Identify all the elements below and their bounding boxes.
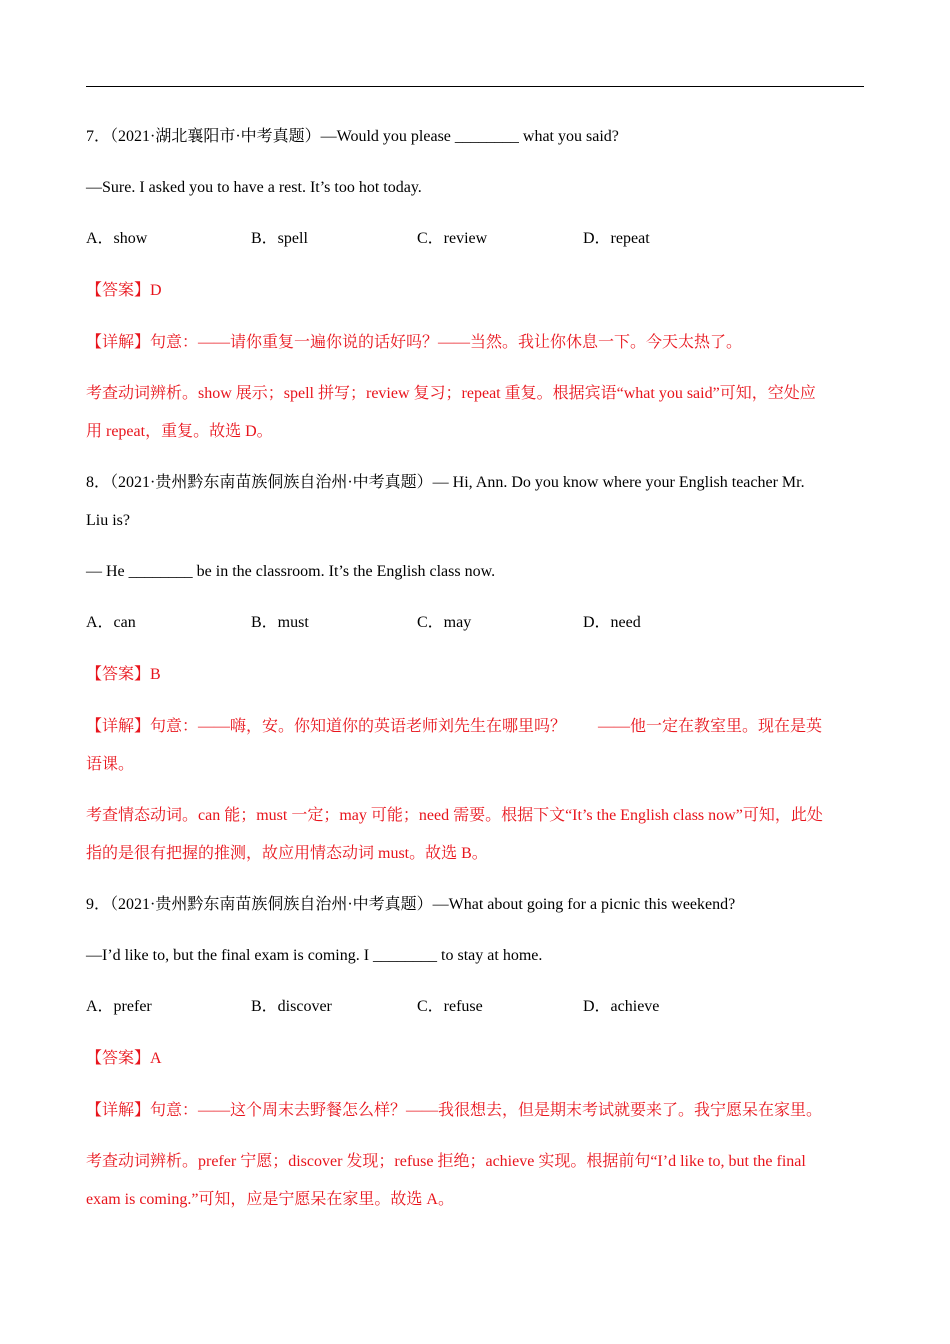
q9-analysis-line1: 考查动词辨析。prefer 宁愿；discover 发现；refuse 拒绝；achieve 实现。根据前句“I’d like to, but the final [86, 1153, 806, 1170]
q7-option-d: D．repeat [583, 230, 650, 247]
q7-analysis-line2: 用 repeat，重复。故选 D。 [86, 423, 273, 440]
q7-reply: —Sure. I asked you to have a rest. It’s too hot today. [86, 179, 422, 196]
q8-analysis-line1: 考查情态动词。can 能；must 一定；may 可能；need 需要。根据下文“It’s the English class now”可知，此处 [86, 807, 823, 824]
q8-option-d: D．need [583, 614, 641, 631]
q9-reply: —I’d like to, but the final exam is coming. I ________ to stay at home. [86, 947, 543, 964]
q7-option-a: A．show [86, 230, 148, 247]
q9-answer: 【答案】A [86, 1050, 162, 1067]
q9-stem: 9．（2021·贵州黔东南苗族侗族自治州·中考真题）—What about going for a picnic this weekend? [86, 896, 736, 913]
q9-option-d: D．achieve [583, 998, 660, 1015]
q9-analysis-line2: exam is coming.”可知，应是宁愿呆在家里。故选 A。 [86, 1191, 454, 1208]
q8-reply: — He ________ be in the classroom. It’s the English class now. [86, 563, 496, 580]
q8-option-a: A．can [86, 614, 136, 631]
q7-option-b: B．spell [251, 230, 308, 247]
q8-option-c: C．may [417, 614, 472, 631]
header-rule [86, 86, 864, 87]
q7-answer: 【答案】D [86, 282, 162, 299]
q9-option-a: A．prefer [86, 998, 152, 1015]
q7-analysis-line1: 考查动词辨析。show 展示；spell 拼写；review 复习；repeat 重复。根据宾语“what you said”可知，空处应 [86, 385, 816, 402]
q8-stem-cont: Liu is? [86, 512, 130, 529]
q8-option-b: B．must [251, 614, 309, 631]
q8-detail: 【详解】句意：——嗨，安。你知道你的英语老师刘先生在哪里吗？ ——他一定在教室里。现在是英 [86, 718, 823, 735]
q7-detail: 【详解】句意：——请你重复一遍你说的话好吗？——当然。我让你休息一下。今天太热了。 [86, 334, 743, 351]
q8-stem: 8．（2021·贵州黔东南苗族侗族自治州·中考真题）— Hi, Ann. Do you know where your English teacher Mr. [86, 474, 805, 491]
q7-option-c: C．review [417, 230, 488, 247]
q8-answer: 【答案】B [86, 666, 161, 683]
q9-option-c: C．refuse [417, 998, 483, 1015]
q8-detail-cont: 语课。 [86, 756, 135, 773]
q8-analysis-line2: 指的是很有把握的推测，故应用情态动词 must。故选 B。 [86, 845, 488, 862]
q9-detail: 【详解】句意：——这个周末去野餐怎么样？——我很想去，但是期末考试就要来了。我宁愿呆在家里。 [86, 1102, 823, 1119]
q7-stem: 7．（2021·湖北襄阳市·中考真题）—Would you please ________ what you said? [86, 128, 619, 145]
q9-option-b: B．discover [251, 998, 332, 1015]
